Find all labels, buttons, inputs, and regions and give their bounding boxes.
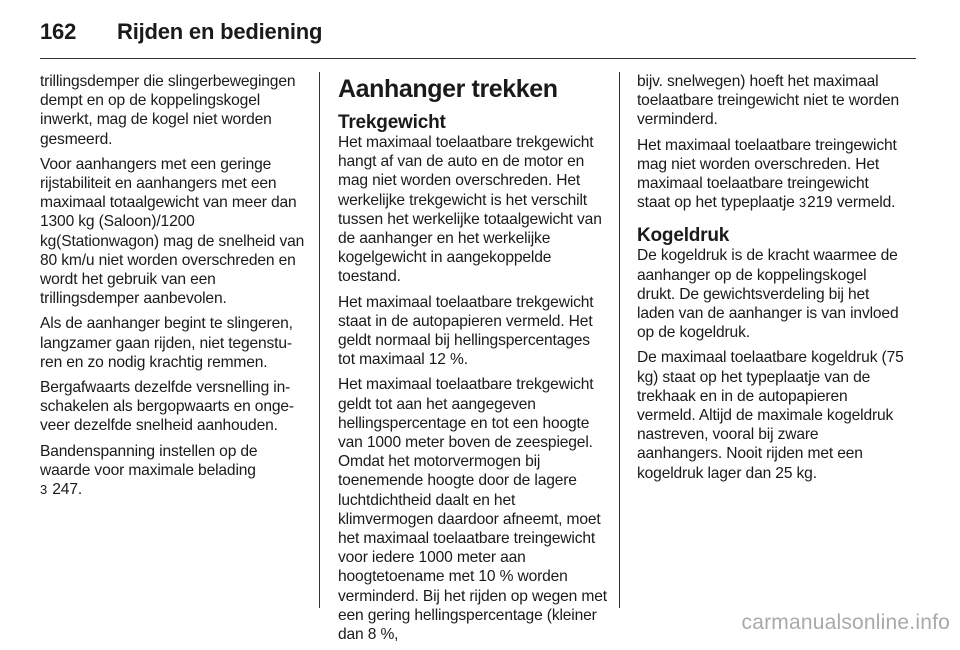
page-reference-link[interactable]: 219 (806, 194, 833, 212)
col3-paragraph-4: De maximaal toelaatbare kogeldruk (75 kg) staat op het typeplaatje van de trekhaak en in de autopapieren vermeld. Altijd de maximale kogeldruk nastreven, vooral bij zware aanhangers. Nooit rijden met een kogeldruk lager dan 25 kg. (637, 349, 904, 482)
page-header (40, 16, 920, 48)
col3-paragraph-2-tail: vermeld. (836, 194, 896, 212)
section-heading: Aanhanger trekken (338, 75, 558, 103)
column-1 (40, 72, 306, 505)
reference-arrow-icon: 3 (798, 195, 806, 211)
col1-paragraph-5 (40, 442, 306, 500)
col1-paragraph-5-text: Bandenspanning instellen op de waarde voor maximale belading (40, 442, 258, 479)
page-reference-link[interactable]: 247. (52, 481, 83, 499)
header-rule (40, 58, 916, 59)
reference-arrow-icon: 3 (40, 482, 48, 498)
col1-paragraph-2: Voor aanhangers met een geringe rijstabiliteit en aanhangers met een maximaal totaalgewicht van meer dan 1300 kg (Saloon)/1200 kg(Stationwagon) mag de snelheid van 80 km/u niet worden overschreden en wordt het gebruik van een trillingsdemper aanbevolen. (40, 155, 305, 308)
col1-paragraph-4: Bergafwaarts dezelfde versnelling inschakelen als bergopwaarts en ongeveer dezelfde snelheid aanhouden. (40, 379, 295, 435)
watermark: carmanualsonline.info (741, 611, 950, 634)
subheading-kogeldruk: Kogeldruk (637, 225, 730, 247)
column-2 (338, 72, 608, 650)
col2-paragraph-2: Het maximaal toelaatbare trekgewicht staat in de autopapieren vermeld. Het geldt normaal bij hellingspercentages tot maximaal 12 %. (338, 293, 594, 369)
column-3 (637, 72, 905, 489)
col3-paragraph-3: De kogeldruk is de kracht waarmee de aanhanger op de koppelingskogel drukt. De gewichtsverdeling bij het laden van de aanhanger is van invloed op de kogeldruk. (637, 247, 899, 342)
col2-paragraph-3: Het maximaal toelaatbare trekgewicht geldt tot aan het aangegeven hellingspercentage en tot een hoogte van 1000 meter boven de zeespiegel. Omdat het motorvermogen bij toenemende hoogte door de lagere luchtdichtheid daalt en het klimvermogen daardoor afneemt, moet het maximaal toelaatbare treingewicht voor iedere 1000 meter aan hoogtetoename met 10 % worden verminderd. Bij het rijden op wegen met een gering hellingspercentage (kleiner dan 8 %, (338, 376, 607, 644)
column-divider-2 (619, 72, 620, 608)
col1-paragraph-1: trillingsdemper die slingerbewegingen dempt en op de koppelingskogel inwerkt, mag de kogel niet worden gesmeerd. (40, 73, 296, 148)
section-title: Rijden en bediening (117, 19, 323, 44)
col3-paragraph-2 (637, 136, 905, 213)
col1-paragraph-3: Als de aanhanger begint te slingeren, langzamer gaan rijden, niet tegensturen en zo nodig krachtig remmen. (40, 315, 293, 371)
subheading-trekgewicht: Trekgewicht (338, 112, 446, 133)
page-number: 162 (40, 19, 77, 44)
col2-paragraph-1: Het maximaal toelaatbare trekgewicht hangt af van de auto en de motor en mag niet worden overschreden. Het werkelijke trekgewicht is het verschilt tussen het werkelijke totaalgewicht van de aanhanger en het werkelijke kogelgewicht in aangekoppelde toestand. (338, 134, 602, 286)
col3-paragraph-1: bijv. snelwegen) hoeft het maximaal toelaatbare treingewicht niet te worden verminderd. (637, 73, 900, 129)
col3-paragraph-2-text: Het maximaal toelaatbare treingewicht mag niet worden overschreden. Het maximaal toelaatbare treingewicht staat op het typeplaatje (637, 136, 897, 212)
column-divider-1 (319, 72, 320, 608)
